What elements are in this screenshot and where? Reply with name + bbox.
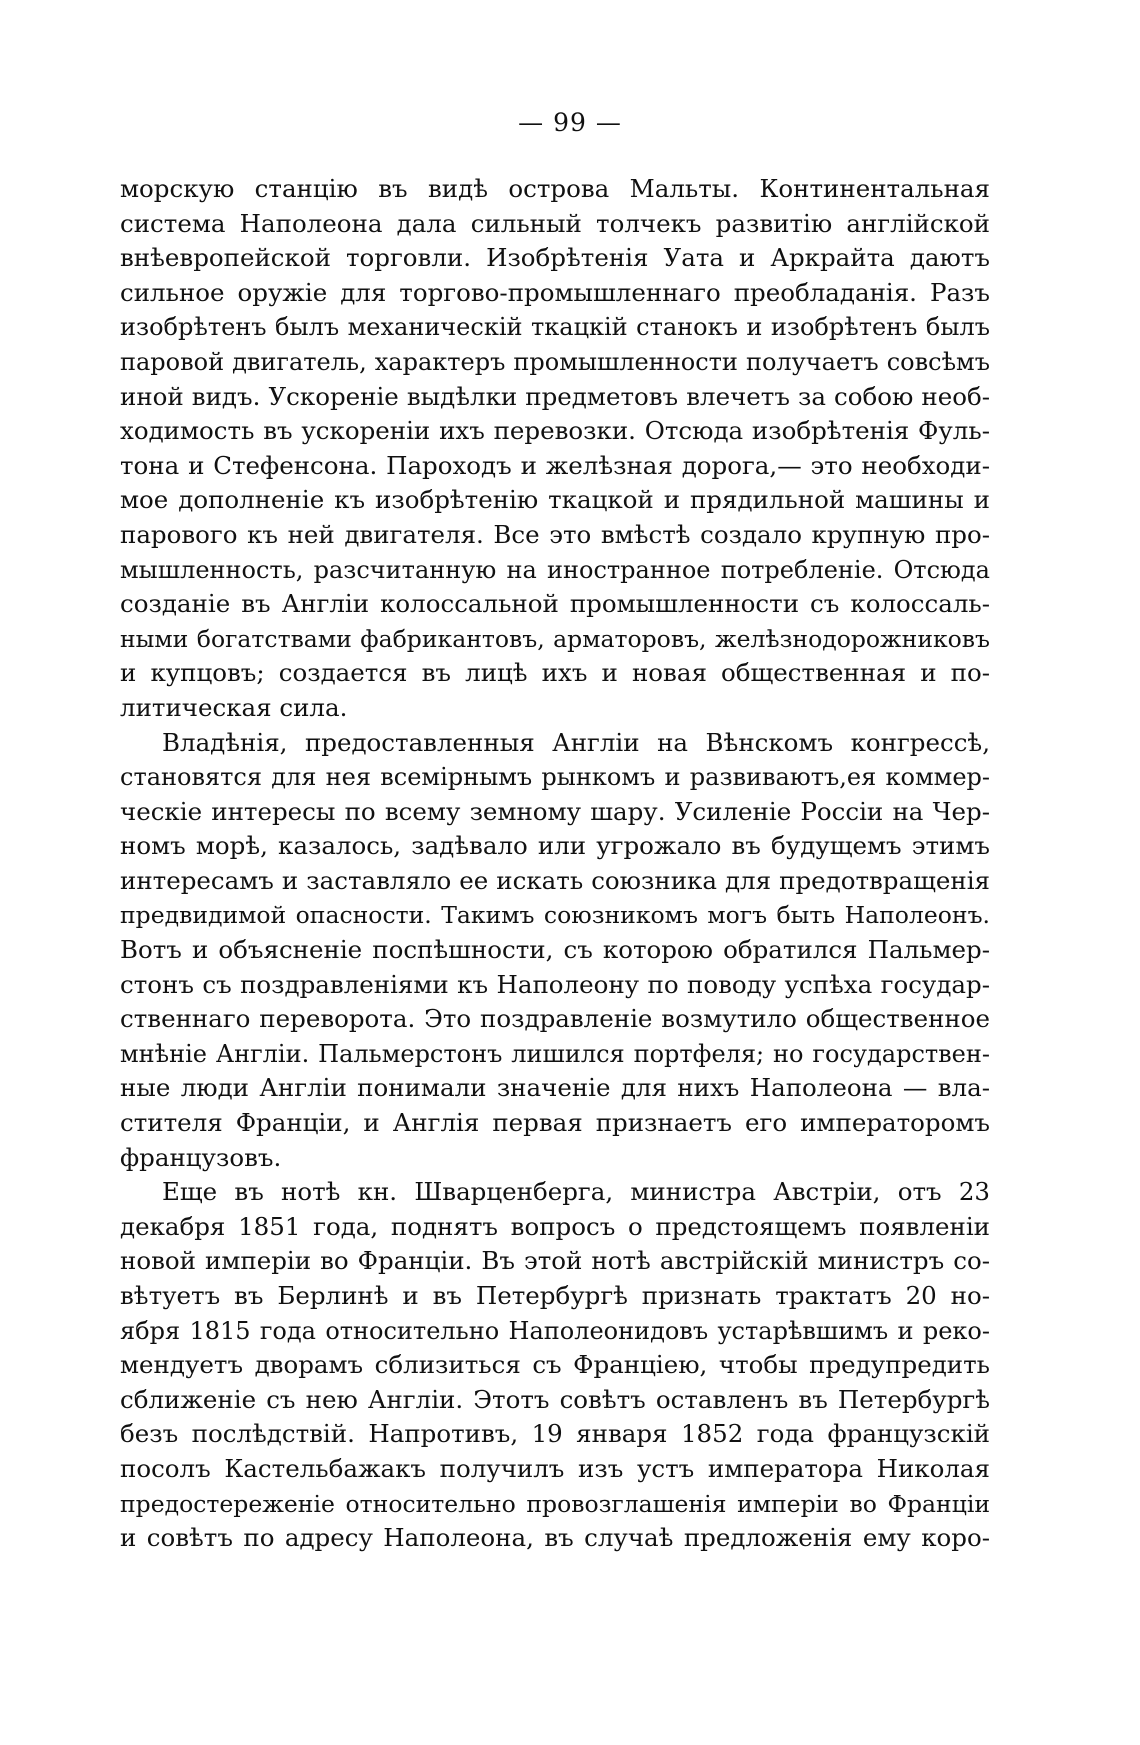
text-line: французовъ. [120, 1142, 282, 1172]
text-line: мое дополненіе къ изобрѣтенію ткацкой и прядильной машины и [120, 485, 990, 515]
text-line: мендуетъ дворамъ сблизиться съ Франціею, чтобы предупредить [120, 1350, 990, 1380]
text-line: ходимость въ ускореніи ихъ перевозки. Отсюда изобрѣтенія Фуль- [120, 416, 990, 446]
page-number: — 99 — [518, 108, 622, 137]
text-line: новой имперіи во Франціи. Въ этой нотѣ австрійскій министръ со- [120, 1246, 990, 1276]
text-line: мышленность, разсчитанную на иностранное потребленіе. Отсюда [120, 555, 990, 584]
text-line: посолъ Кастельбажакъ получилъ изъ устъ императора Николая [120, 1453, 990, 1483]
text-line: предвидимой опасности. Такимъ союзникомъ могъ быть Наполеонъ. [120, 901, 990, 930]
text-line: ными богатствами фабрикантовъ, арматоровъ, желѣзнодорожниковъ [120, 624, 990, 653]
text-line: безъ послѣдствій. Напротивъ, 19 января 1852 года французскій [120, 1419, 990, 1449]
text-line: стителя Франціи, и Англія первая признаетъ его императоромъ [120, 1108, 990, 1138]
text-line: Владѣнія, предоставленныя Англіи на Вѣнскомъ конгрессѣ, [162, 727, 990, 757]
text-line: вѣтуетъ въ Берлинѣ и въ Петербургѣ признать трактатъ 20 но- [120, 1281, 990, 1310]
text-line: Еще въ нотѣ кн. Шварценберга, министра Австріи, отъ 23 [162, 1177, 990, 1207]
text-line: парового къ ней двигателя. Все это вмѣстѣ создало крупную про- [120, 519, 990, 549]
text-line: сильное оружіе для торгово-промышленнаго преобладанія. Разъ [120, 277, 990, 307]
text-line: мнѣніе Англіи. Пальмерстонъ лишился портфеля; но государствен- [120, 1039, 990, 1068]
text-line: ственнаго переворота. Это поздравленіе возмутило общественное [120, 1004, 990, 1034]
text-line: изобрѣтенъ былъ механическій ткацкій станокъ и изобрѣтенъ былъ [120, 313, 990, 342]
text-line: и купцовъ; создается въ лицѣ ихъ и новая общественная и по- [120, 658, 990, 688]
text-line: сближеніе съ нею Англіи. Этотъ совѣтъ оставленъ въ Петербургѣ [120, 1384, 990, 1414]
text-line: созданіе въ Англіи колоссальной промышленности съ колоссаль- [120, 589, 990, 619]
text-line: ные люди Англіи понимали значеніе для нихъ Наполеона — вла- [120, 1073, 990, 1103]
text-line: декабря 1851 года, поднятъ вопросъ о предстоящемъ появленіи [120, 1211, 990, 1241]
text-line: номъ морѣ, казалось, задѣвало или угрожало въ будущемъ этимъ [120, 831, 990, 861]
text-line: внѣевропейской торговли. Изобрѣтенія Уата и Аркрайта даютъ [120, 243, 990, 273]
text-line: стонъ съ поздравленіями къ Наполеону по поводу успѣха государ- [120, 969, 990, 999]
text-line: Вотъ и объясненіе поспѣшности, съ которою обратился Пальмер- [120, 935, 990, 965]
text-line: тона и Стефенсона. Пароходъ и желѣзная дорога,— это необходи- [120, 450, 990, 480]
text-line: предостереженіе относительно провозглашенія имперіи во Франціи [120, 1489, 990, 1518]
text-line: и совѣтъ по адресу Наполеона, въ случаѣ предложенія ему коро- [120, 1523, 990, 1553]
text-line: система Наполеона дала сильный толчекъ развитію англійской [120, 208, 990, 238]
text-line: морскую станцію въ видѣ острова Мальты. Континентальная [120, 174, 990, 203]
text-line: становятся для нея всемірнымъ рынкомъ и развиваютъ,ея коммер- [120, 763, 990, 792]
text-line: ческіе интересы по всему земному шару. Усиленіе Россіи на Чер- [120, 796, 990, 826]
text-line: литическая сила. [120, 692, 348, 722]
text-line: иной видъ. Ускореніе выдѣлки предметовъ влечетъ за собою необ- [120, 381, 990, 411]
body-text [120, 172, 990, 1556]
text-line: ября 1815 года относительно Наполеонидовъ устарѣвшимъ и реко- [120, 1316, 990, 1345]
text-line: интересамъ и заставляло ее искать союзника для предотвращенія [120, 865, 990, 895]
text-line: паровой двигатель, характеръ промышленности получаетъ совсѣмъ [120, 347, 990, 376]
